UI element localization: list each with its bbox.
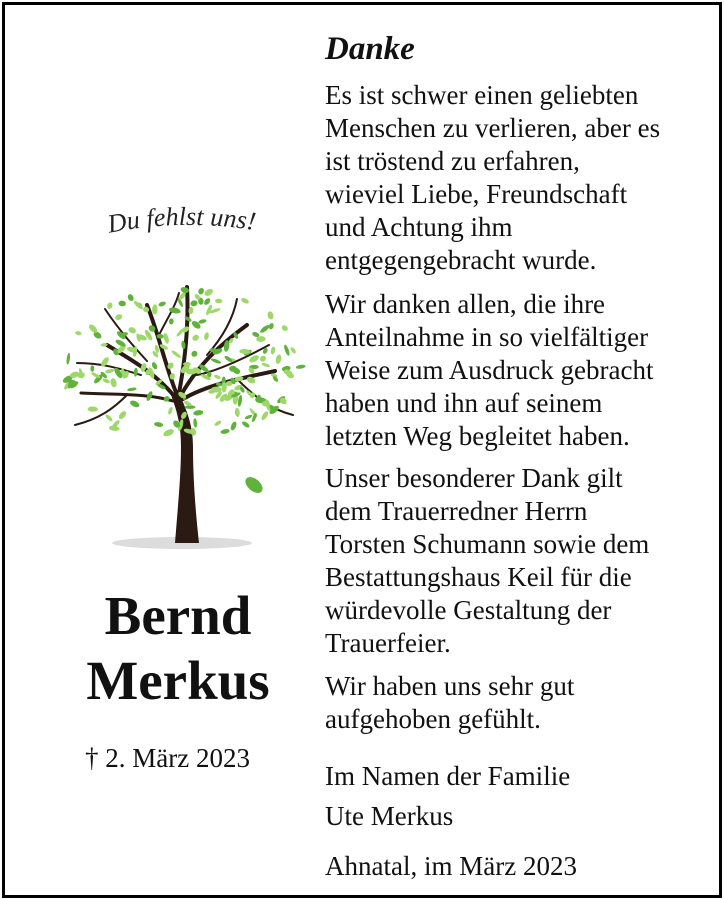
leaf xyxy=(118,300,126,306)
leaf xyxy=(133,300,144,311)
paragraph-2 xyxy=(325,288,717,453)
leaf xyxy=(203,287,214,297)
notice-frame xyxy=(2,2,722,898)
leaf xyxy=(283,344,291,356)
leaf xyxy=(87,406,97,411)
leaf xyxy=(171,349,182,359)
leaf xyxy=(190,350,198,358)
first-name: Bernd xyxy=(104,585,252,646)
leaf xyxy=(90,365,94,372)
text-line: haben und ihn auf seinem xyxy=(325,388,603,418)
leaf xyxy=(102,378,110,385)
leaf xyxy=(163,332,170,344)
tree-branch xyxy=(77,363,141,375)
leaf xyxy=(234,408,240,418)
signature-name: Ute Merkus xyxy=(325,801,454,831)
leaf xyxy=(191,334,200,343)
leaf xyxy=(158,301,167,308)
leaf xyxy=(203,297,211,306)
text-line: und Achtung ihm xyxy=(325,212,513,242)
text-line: aufgehoben gefühlt. xyxy=(325,704,541,734)
leaf xyxy=(133,368,138,377)
leaf xyxy=(190,299,199,307)
leaf xyxy=(127,293,135,302)
paragraph-1 xyxy=(325,79,717,277)
leaf xyxy=(167,406,173,415)
place-date: Ahnatal, im März 2023 xyxy=(325,851,577,881)
tagline-text: Du fehlst uns! xyxy=(105,201,258,239)
leaf xyxy=(268,322,274,330)
leaf xyxy=(259,355,267,363)
leaf xyxy=(259,324,271,334)
leaf xyxy=(127,387,137,392)
leaf xyxy=(193,418,197,428)
leaf xyxy=(241,420,250,428)
leaf xyxy=(275,354,282,365)
text-line: Weise zum Ausdruck gebracht xyxy=(325,355,654,385)
death-date: † 2. März 2023 xyxy=(85,743,250,773)
leaf xyxy=(154,422,164,428)
paragraph-3 xyxy=(325,462,717,660)
tree-branch xyxy=(159,293,179,335)
leaf xyxy=(176,328,185,338)
leaf xyxy=(110,378,118,388)
text-line: dem Trauerredner Herrn xyxy=(325,496,588,526)
leaf xyxy=(267,311,275,320)
text-line: wieviel Liebe, Freundschaft xyxy=(325,179,628,209)
text-line: Anteilnahme in so vielfältiger xyxy=(325,322,649,352)
leaf xyxy=(261,362,270,368)
leaf xyxy=(244,414,253,420)
text-line: ist tröstend zu erfahren, xyxy=(325,146,580,176)
leaf xyxy=(290,346,297,354)
text-line: entgegengebracht wurde. xyxy=(325,245,597,275)
falling-leaf xyxy=(242,474,265,496)
text-line: Bestattungshaus Keil für die xyxy=(325,562,632,592)
leaf xyxy=(198,319,207,325)
text-line: Torsten Schumann sowie dem xyxy=(325,529,650,559)
leaf xyxy=(215,299,223,304)
leaf xyxy=(214,420,222,427)
svg-text:Du fehlst uns! xyxy=(104,202,257,239)
leaf xyxy=(104,414,113,423)
leaf xyxy=(270,346,276,355)
tagline-curve xyxy=(67,197,297,257)
tagline xyxy=(67,197,297,257)
leaf xyxy=(106,302,113,310)
leaf xyxy=(132,346,137,357)
paragraph-4 xyxy=(325,670,717,736)
leaf xyxy=(129,399,140,408)
leaf xyxy=(204,332,210,341)
leaf xyxy=(117,410,127,421)
leaf xyxy=(152,304,158,314)
tree-illustration xyxy=(47,275,317,555)
leaf xyxy=(281,324,289,332)
text-line: Unser besonderer Dank gilt xyxy=(325,463,623,493)
text-line: Wir haben uns sehr gut xyxy=(325,671,575,701)
leaf xyxy=(162,428,175,438)
leaf xyxy=(75,331,82,336)
text-line: würdevolle Gestaltung der xyxy=(325,595,612,625)
leaf xyxy=(260,410,269,421)
text-line: Es ist schwer einen geliebten xyxy=(325,80,639,110)
leaf xyxy=(114,313,123,321)
tree-icon xyxy=(47,275,317,555)
leaf xyxy=(230,421,238,432)
signature-line-1: Im Namen der Familie xyxy=(325,761,571,791)
leaf xyxy=(163,395,171,403)
left-column xyxy=(5,5,325,895)
leaf xyxy=(127,326,137,335)
leaf xyxy=(169,318,175,325)
text-line: Wir danken allen, die ihre xyxy=(325,289,606,319)
last-name: Merkus xyxy=(86,650,270,711)
leaf xyxy=(237,395,243,407)
text-line: Trauerfeier. xyxy=(325,628,451,658)
leaf xyxy=(220,428,230,434)
heading: Danke xyxy=(325,31,415,67)
leaf xyxy=(210,358,221,365)
text-line: letzten Weg begleitet haben. xyxy=(325,421,630,451)
leaf xyxy=(213,374,221,380)
leaf xyxy=(66,353,71,365)
leaf xyxy=(193,410,204,417)
leaf xyxy=(151,361,158,370)
text-line: Menschen zu verlieren, aber es xyxy=(325,113,661,143)
leaf xyxy=(296,364,306,369)
leaf xyxy=(240,297,250,305)
leaf xyxy=(105,368,115,374)
leaf xyxy=(197,287,205,295)
